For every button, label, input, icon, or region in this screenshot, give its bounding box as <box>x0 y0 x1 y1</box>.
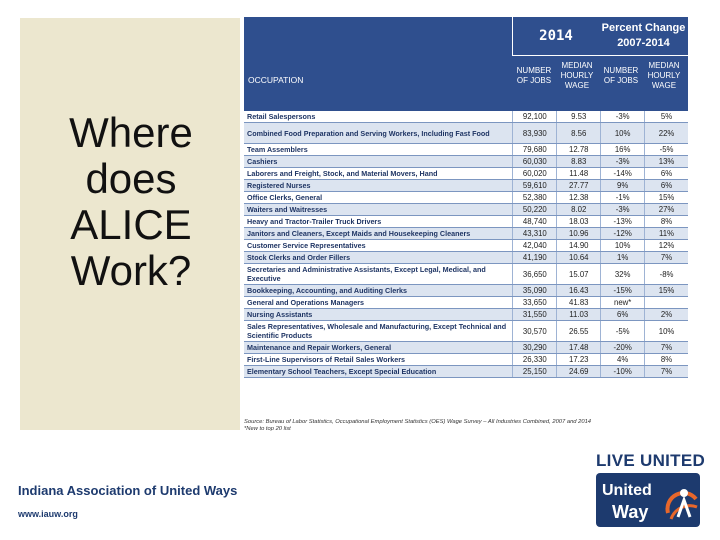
org-name: Indiana Association of United Ways <box>18 483 238 498</box>
table-row <box>244 366 688 378</box>
wage-cell: 16.43 <box>556 285 600 296</box>
jobs-cell: 36,650 <box>512 264 556 284</box>
table-row <box>244 285 688 297</box>
wage-change-cell: -5% <box>644 144 688 155</box>
jobs-cell: 83,930 <box>512 123 556 143</box>
source-note <box>244 419 684 431</box>
jobs-cell: 43,310 <box>512 228 556 239</box>
jobs-change-cell: -5% <box>600 321 644 341</box>
wage-change-cell: 22% <box>644 123 688 143</box>
jobs-change-cell: new* <box>600 297 644 308</box>
wage-change-cell: 12% <box>644 240 688 251</box>
wage-change-cell: -8% <box>644 264 688 284</box>
wage-change-cell: 7% <box>644 252 688 263</box>
occupation-cell: Registered Nurses <box>247 181 311 190</box>
table-row <box>244 252 688 264</box>
wage-change-cell: 7% <box>644 366 688 377</box>
new-entry-footnote: *New to top 20 list <box>244 426 291 431</box>
united-way-logo <box>596 473 700 527</box>
occupation-cell: Bookkeeping, Accounting, and Auditing Clerks <box>247 286 407 295</box>
table-row <box>244 156 688 168</box>
occupation-cell: Retail Salespersons <box>247 112 316 121</box>
wage-cell: 10.96 <box>556 228 600 239</box>
occupation-cell: Customer Service Representatives <box>247 241 366 250</box>
wage-change-cell: 2% <box>644 309 688 320</box>
jobs-2014-header: NUMBER OF JOBS <box>516 66 552 85</box>
jobs-change-cell: 9% <box>600 180 644 191</box>
occupations-table <box>240 15 701 431</box>
table-row <box>244 168 688 180</box>
table-row <box>244 297 688 309</box>
wage-change-cell: 6% <box>644 180 688 191</box>
jobs-cell: 41,190 <box>512 252 556 263</box>
jobs-cell: 79,680 <box>512 144 556 155</box>
table-row <box>244 216 688 228</box>
wage-cell: 11.48 <box>556 168 600 179</box>
jobs-cell: 25,150 <box>512 366 556 377</box>
occupation-cell: Combined Food Preparation and Serving Workers, Including Fast Food <box>247 128 490 138</box>
jobs-cell: 31,550 <box>512 309 556 320</box>
title-line-1: Where <box>69 109 193 156</box>
wage-change-cell: 6% <box>644 168 688 179</box>
title-line-3: ALICE <box>70 201 192 248</box>
jobs-change-cell: -3% <box>600 156 644 167</box>
jobs-change-cell: -20% <box>600 342 644 353</box>
jobs-change-cell: 16% <box>600 144 644 155</box>
jobs-cell: 30,290 <box>512 342 556 353</box>
jobs-change-cell: -3% <box>600 111 644 122</box>
table-row <box>244 192 688 204</box>
jobs-cell: 52,380 <box>512 192 556 203</box>
wage-change-cell: 15% <box>644 192 688 203</box>
table-row <box>244 111 688 123</box>
jobs-change-cell: 4% <box>600 354 644 365</box>
wage-change-cell: 27% <box>644 204 688 215</box>
jobs-change-cell: -13% <box>600 216 644 227</box>
slide-title <box>20 110 242 294</box>
wage-change-header: MEDIAN HOURLY WAGE <box>647 61 681 90</box>
occupation-cell: Secretaries and Administrative Assistants, Except Legal, Medical, and Executive <box>247 265 486 283</box>
jobs-cell: 59,610 <box>512 180 556 191</box>
table-row <box>244 264 688 285</box>
source-citation: Source: Bureau of Labor Statistics, Occupational Employment Statistics (OES) Wage Survey – All Industries Combined, 2007 and 2014 <box>244 419 592 425</box>
table-row <box>244 354 688 366</box>
jobs-cell: 60,020 <box>512 168 556 179</box>
occupation-cell: Laborers and Freight, Stock, and Material Movers, Hand <box>247 169 438 178</box>
jobs-cell: 35,090 <box>512 285 556 296</box>
occupation-cell: Office Clerks, General <box>247 193 323 202</box>
occupation-cell: Stock Clerks and Order Fillers <box>247 253 351 262</box>
jobs-change-cell: 6% <box>600 309 644 320</box>
occupation-cell: Janitors and Cleaners, Except Maids and Housekeeping Cleaners <box>247 229 471 238</box>
wage-cell: 8.83 <box>556 156 600 167</box>
table-header <box>244 17 688 111</box>
occupation-cell: Elementary School Teachers, Except Special Education <box>247 367 437 376</box>
org-url: www.iauw.org <box>18 509 78 519</box>
logo-word-way: Way <box>612 502 649 522</box>
table-row <box>244 309 688 321</box>
wage-cell: 8.02 <box>556 204 600 215</box>
wage-change-cell: 13% <box>644 156 688 167</box>
wage-cell: 15.07 <box>556 264 600 284</box>
table-row <box>244 144 688 156</box>
jobs-change-cell: -10% <box>600 366 644 377</box>
jobs-cell: 42,040 <box>512 240 556 251</box>
occupation-cell: Maintenance and Repair Workers, General <box>247 343 392 352</box>
occupation-cell: Team Assemblers <box>247 145 308 154</box>
wage-cell: 14.90 <box>556 240 600 251</box>
percent-change-period: 2007-2014 <box>617 37 670 49</box>
jobs-change-cell: 10% <box>600 240 644 251</box>
jobs-cell: 30,570 <box>512 321 556 341</box>
wage-change-cell: 8% <box>644 354 688 365</box>
jobs-cell: 26,330 <box>512 354 556 365</box>
jobs-cell: 60,030 <box>512 156 556 167</box>
table-row <box>244 342 688 354</box>
wage-cell: 26.55 <box>556 321 600 341</box>
wage-cell: 41.83 <box>556 297 600 308</box>
occupation-cell: Sales Representatives, Wholesale and Manufacturing, Except Technical and Scientific Products <box>247 322 507 340</box>
wage-cell: 17.48 <box>556 342 600 353</box>
jobs-change-cell: -15% <box>600 285 644 296</box>
title-panel <box>20 18 240 430</box>
wage-2014-header: MEDIAN HOURLY WAGE <box>560 61 594 90</box>
wage-change-cell: 5% <box>644 111 688 122</box>
wage-change-cell: 15% <box>644 285 688 296</box>
title-line-4: Work? <box>70 247 192 294</box>
occupation-cell: Cashiers <box>247 157 278 166</box>
logo-word-united: United <box>602 482 652 499</box>
jobs-change-cell: 32% <box>600 264 644 284</box>
table-row <box>244 321 688 342</box>
jobs-change-cell: 10% <box>600 123 644 143</box>
wage-change-cell: 10% <box>644 321 688 341</box>
jobs-change-cell: -1% <box>600 192 644 203</box>
jobs-cell: 48,740 <box>512 216 556 227</box>
occupation-cell: Heavy and Tractor-Trailer Truck Drivers <box>247 217 382 226</box>
title-line-2: does <box>85 155 177 202</box>
jobs-change-cell: 1% <box>600 252 644 263</box>
wage-change-cell: 7% <box>644 342 688 353</box>
wage-cell: 8.56 <box>556 123 600 143</box>
wage-cell: 27.77 <box>556 180 600 191</box>
jobs-change-cell: -14% <box>600 168 644 179</box>
wage-cell: 9.53 <box>556 111 600 122</box>
occupation-cell: Waiters and Waitresses <box>247 205 328 214</box>
table-row <box>244 123 688 144</box>
jobs-change-cell: -3% <box>600 204 644 215</box>
jobs-cell: 50,220 <box>512 204 556 215</box>
wage-cell: 24.69 <box>556 366 600 377</box>
table-row <box>244 240 688 252</box>
wage-cell: 11.03 <box>556 309 600 320</box>
table-row <box>244 204 688 216</box>
wage-cell: 17.23 <box>556 354 600 365</box>
wage-change-cell: 11% <box>644 228 688 239</box>
table-row <box>244 228 688 240</box>
jobs-change-cell: -12% <box>600 228 644 239</box>
percent-change-header: Percent Change <box>601 22 686 34</box>
live-united-slogan: LIVE UNITED <box>596 451 706 470</box>
jobs-cell: 92,100 <box>512 111 556 122</box>
table-row <box>244 180 688 192</box>
jobs-cell: 33,650 <box>512 297 556 308</box>
wage-cell: 18.03 <box>556 216 600 227</box>
table-body <box>244 111 688 378</box>
year-header: 2014 <box>539 28 573 44</box>
occupation-cell: First-Line Supervisors of Retail Sales Workers <box>247 355 406 364</box>
year-header-cell <box>512 17 599 56</box>
occupation-header: OCCUPATION <box>248 75 304 85</box>
wage-cell: 12.38 <box>556 192 600 203</box>
occupation-cell: General and Operations Managers <box>247 298 365 307</box>
wage-cell: 12.78 <box>556 144 600 155</box>
wage-change-cell <box>644 297 688 308</box>
wage-cell: 10.64 <box>556 252 600 263</box>
occupation-cell: Nursing Assistants <box>247 310 313 319</box>
jobs-change-header: NUMBER OF JOBS <box>603 66 639 85</box>
wage-change-cell: 8% <box>644 216 688 227</box>
percent-change-header-cell <box>599 17 688 56</box>
